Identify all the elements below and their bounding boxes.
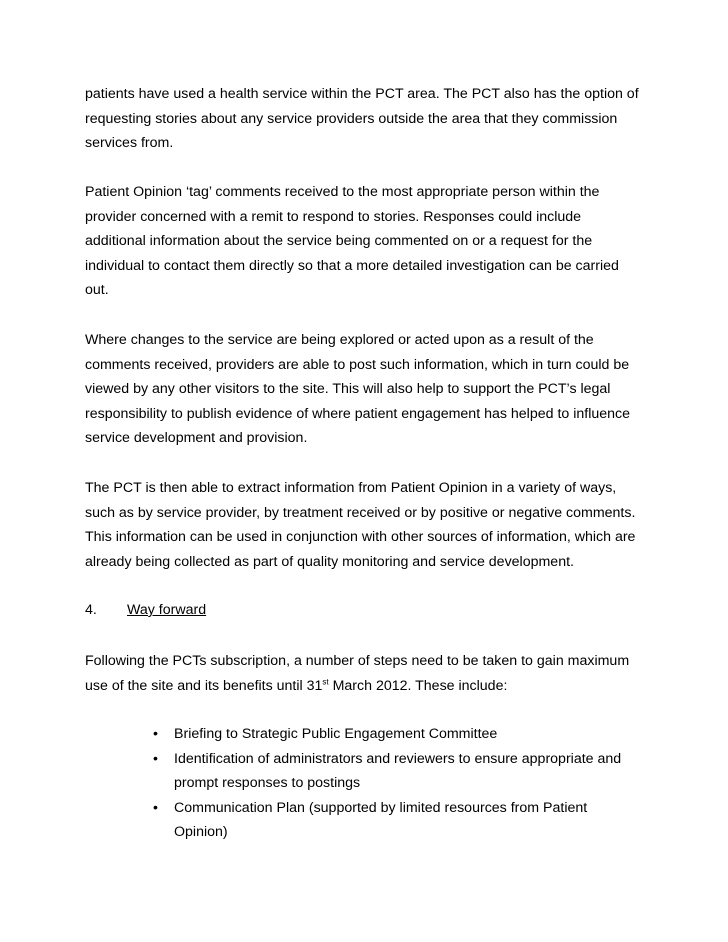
paragraph-line: services from. — [85, 135, 174, 152]
section-heading — [85, 598, 206, 623]
paragraph-service-changes — [85, 328, 655, 451]
paragraph-line: requesting stories about any service providers outside the area that they commission — [85, 110, 618, 127]
list-item-text: Briefing to Strategic Public Engagement Committee — [174, 726, 498, 742]
bullet-icon: • — [153, 726, 158, 742]
paragraph-tag-comments — [85, 180, 655, 303]
ordinal-suffix: st — [322, 676, 329, 686]
date-text-rest: March 2012. These include: — [328, 677, 508, 694]
paragraph-line: Following the PCTs subscription, a number of steps need to be taken to gain maximum — [85, 653, 630, 669]
list-item — [150, 796, 621, 845]
section-title: Way forward — [127, 602, 207, 618]
paragraph-line: out. — [85, 282, 109, 299]
paragraph-line: Patient Opinion ‘tag’ comments received to the most appropriate person within the — [85, 184, 600, 200]
paragraph-line: individual to contact them directly so that a more detailed investigation can be carried — [85, 257, 619, 274]
paragraph-line: additional information about the service being commented on or a request for the — [85, 233, 593, 250]
list-item-text: Identification of administrators and reviewers to ensure appropriate and — [174, 750, 622, 767]
paragraph-line: patients have used a health service within the PCT area. The PCT also has the option of — [85, 86, 639, 102]
paragraph-line: viewed by any other visitors to the site. This will also help to support the PCT’s legal — [85, 381, 611, 398]
paragraph-line: comments received, providers are able to post such information, which in turn could be — [85, 356, 630, 373]
paragraph-line: The PCT is then able to extract information from Patient Opinion in a variety of ways, — [85, 480, 617, 496]
paragraph-line: already being collected as part of quality monitoring and service development. — [85, 553, 574, 570]
paragraph-line: service development and provision. — [85, 430, 308, 447]
list-item-text: Communication Plan (supported by limited resources from Patient — [174, 799, 588, 816]
list-item-text: prompt responses to postings — [174, 775, 361, 792]
section-number: 4. — [85, 602, 97, 618]
paragraph-line: Where changes to the service are being explored or acted upon as a result of the — [85, 332, 594, 348]
list-item — [150, 747, 621, 796]
list-item — [150, 722, 621, 747]
paragraph-extract-information — [85, 476, 655, 574]
date-text: use of the site and its benefits until 31 — [85, 677, 323, 694]
paragraph-line: provider concerned with a remit to respond to stories. Responses could include — [85, 208, 582, 225]
list-item-text: Opinion) — [174, 824, 228, 841]
paragraph-service-stories — [85, 82, 655, 156]
steps-bullet-list — [150, 722, 621, 845]
paragraph-line: such as by service provider, by treatment received or by positive or negative comments. — [85, 504, 636, 521]
bullet-icon: • — [153, 799, 158, 816]
paragraph-line: This information can be used in conjunction with other sources of information, which are — [85, 529, 636, 546]
paragraph-line — [85, 674, 655, 699]
bullet-icon: • — [153, 750, 158, 767]
paragraph-line: responsibility to publish evidence of where patient engagement has helped to influence — [85, 405, 631, 422]
paragraph-way-forward-intro — [85, 649, 655, 698]
